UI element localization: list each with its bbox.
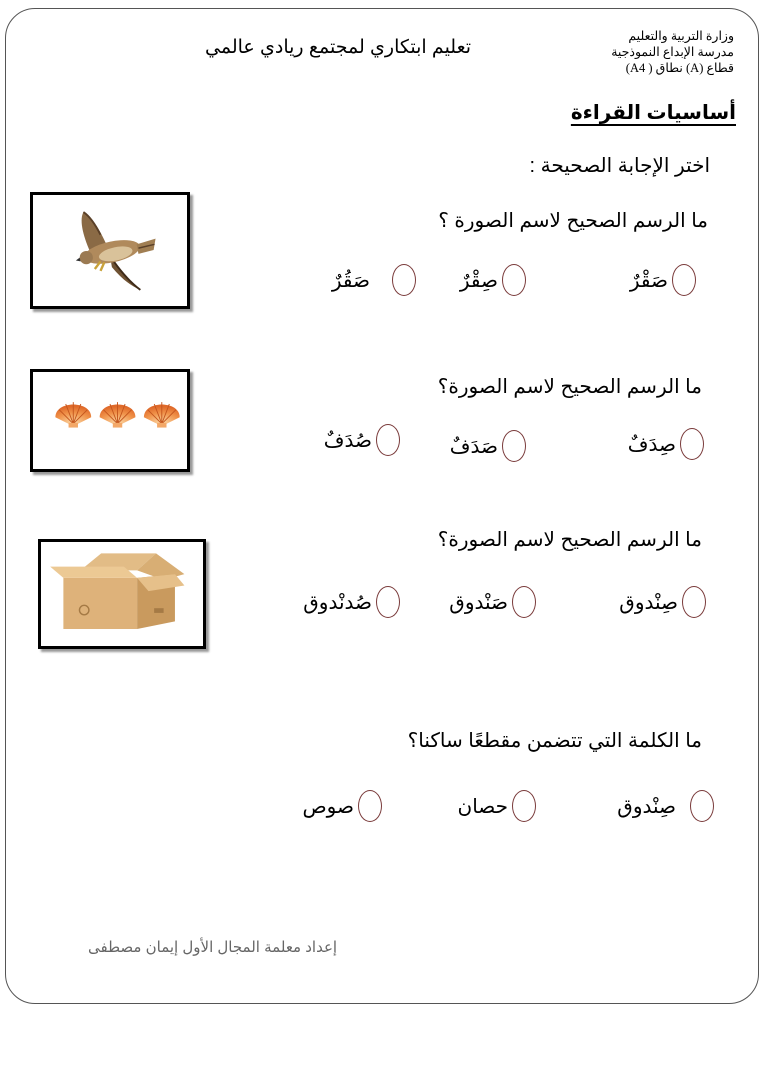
option-label: صَقُرٌ: [331, 269, 370, 292]
option-label: صوص: [302, 795, 354, 818]
cardboard-box-icon: [41, 542, 203, 646]
q4-option-1[interactable]: [617, 790, 714, 822]
question-2-text: ما الرسم الصحيح لاسم الصورة؟: [437, 376, 702, 398]
radio-circle[interactable]: [690, 790, 714, 822]
option-label: صَنْدوق: [449, 591, 508, 614]
falcon-icon: [33, 195, 187, 306]
option-label: صِقْرٌ: [459, 269, 498, 292]
subject-title: أساسيات القراءة: [570, 102, 736, 124]
q1-option-1[interactable]: [630, 264, 696, 296]
option-label: صِنْدوق: [619, 591, 678, 614]
radio-circle[interactable]: [502, 264, 526, 296]
option-label: صُدَفٌ: [323, 429, 372, 452]
option-label: صِنْدوق: [617, 795, 676, 818]
radio-circle[interactable]: [392, 264, 416, 296]
radio-circle[interactable]: [680, 428, 704, 460]
ministry-header: [534, 28, 734, 76]
q1-option-2[interactable]: [460, 264, 526, 296]
question-3-text: ما الرسم الصحيح لاسم الصورة؟: [437, 529, 702, 551]
q3-option-2[interactable]: [449, 586, 536, 618]
q2-option-1[interactable]: [628, 428, 704, 460]
radio-circle[interactable]: [376, 424, 400, 456]
q4-option-2[interactable]: [458, 790, 537, 822]
option-label: حصان: [457, 795, 508, 818]
radio-circle[interactable]: [502, 430, 526, 462]
question-1-text: ما الرسم الصحيح لاسم الصورة ؟: [438, 210, 708, 232]
question-4-text: ما الكلمة التي تتضمن مقطعًا ساكنا؟: [407, 730, 702, 752]
q2-option-2[interactable]: [450, 430, 526, 462]
radio-circle[interactable]: [672, 264, 696, 296]
option-label: صَقْرٌ: [629, 269, 668, 292]
box-image: [38, 539, 206, 649]
q2-option-3[interactable]: [324, 424, 400, 456]
q3-option-1[interactable]: [619, 586, 706, 618]
sector-line: قطاع (A) نطاق ( A4): [625, 61, 734, 75]
school-line: مدرسة الإبداع النموذجية: [611, 45, 734, 59]
shells-image: [30, 369, 190, 472]
radio-circle[interactable]: [512, 790, 536, 822]
radio-circle[interactable]: [682, 586, 706, 618]
radio-circle[interactable]: [376, 586, 400, 618]
option-label: صِدَفٌ: [627, 433, 676, 456]
falcon-image: [30, 192, 190, 309]
option-label: صَدَفٌ: [449, 435, 498, 458]
slogan: تعليم ابتكاري لمجتمع ريادي عالمي: [205, 37, 472, 58]
instruction: اختر الإجابة الصحيحة :: [529, 155, 710, 177]
q3-option-3[interactable]: [303, 586, 400, 618]
ministry-line: وزارة التربية والتعليم: [628, 29, 734, 43]
footer-credit: إعداد معلمة المجال الأول إيمان مصطفى: [88, 939, 338, 956]
option-label: صُدنْدوق: [303, 591, 372, 614]
q4-option-3[interactable]: [303, 790, 383, 822]
seashells-icon: [33, 372, 187, 469]
q1-option-3[interactable]: [332, 264, 416, 296]
radio-circle[interactable]: [358, 790, 382, 822]
radio-circle[interactable]: [512, 586, 536, 618]
